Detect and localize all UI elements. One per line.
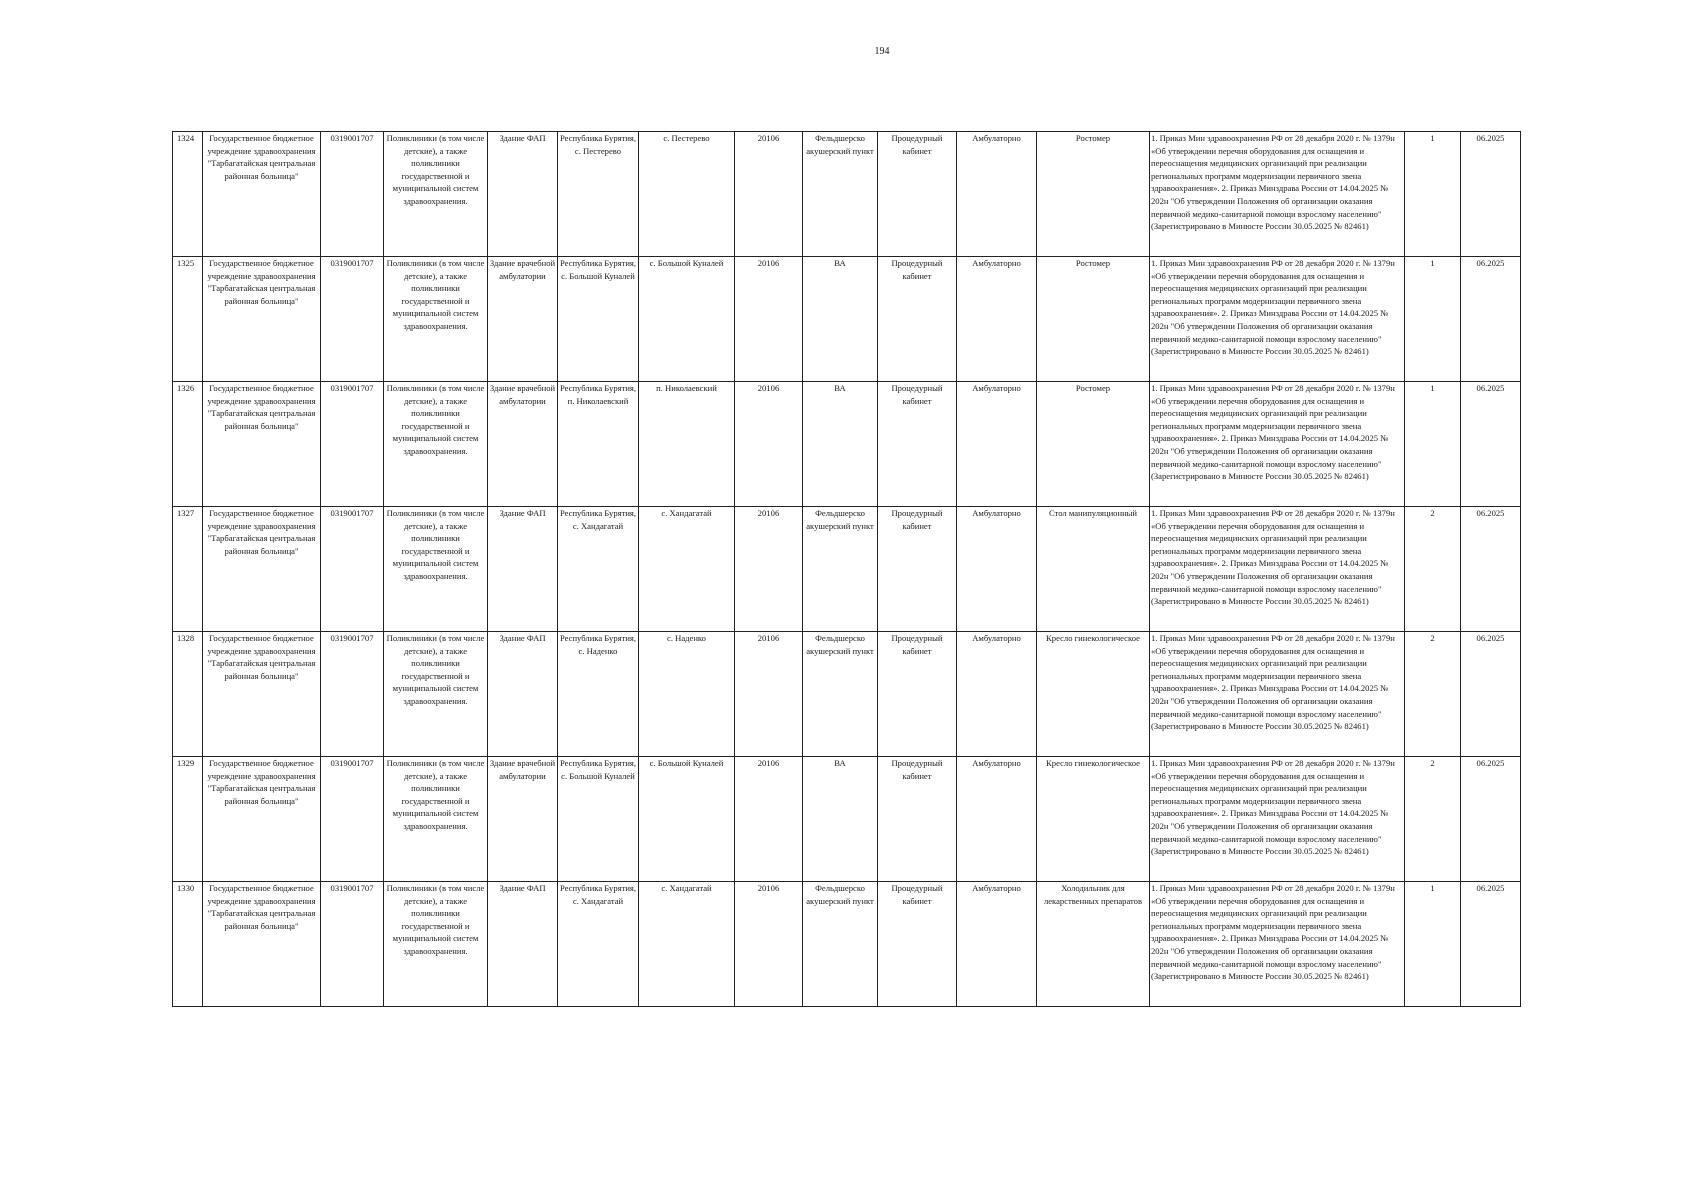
date: 06.2025 bbox=[1461, 882, 1521, 1007]
date: 06.2025 bbox=[1461, 257, 1521, 382]
unit: ВА bbox=[803, 257, 878, 382]
date: 06.2025 bbox=[1461, 132, 1521, 257]
room: Процедурный кабинет bbox=[878, 507, 957, 632]
code-number: 20106 bbox=[735, 382, 803, 507]
care-type: Амбулаторно bbox=[957, 382, 1037, 507]
organization-code: 0319001707 bbox=[321, 132, 384, 257]
code-number: 20106 bbox=[735, 132, 803, 257]
care-type: Амбулаторно bbox=[957, 132, 1037, 257]
unit: Фельдшерско акушерский пункт bbox=[803, 632, 878, 757]
legal-basis: 1. Приказ Мин здравоохранения РФ от 28 декабря 2020 г. № 1379н «Об утверждении перечня оборудования для оснащения и переоснащения медицинских организаций при реализации региональных программ модернизации первичного звена здравоохранения». 2. Приказ Минздрава России от 14.04.2025 № 202н "Об утверждении Положения об организации оказания первичной медико-санитарной помощи взрослому населению" (Зарегистрировано в Минюсте России 30.05.2025 № 82461) bbox=[1150, 382, 1405, 507]
equipment: Холодильник для лекарственных препаратов bbox=[1037, 882, 1150, 1007]
quantity: 1 bbox=[1405, 382, 1461, 507]
address: Республика Бурятия, с. Хандагатай bbox=[558, 507, 639, 632]
code-number: 20106 bbox=[735, 257, 803, 382]
row-number: 1329 bbox=[173, 757, 203, 882]
code-number: 20106 bbox=[735, 757, 803, 882]
equipment: Ростомер bbox=[1037, 257, 1150, 382]
table-row bbox=[173, 382, 1521, 507]
settlement: п. Николаевский bbox=[639, 382, 735, 507]
quantity: 1 bbox=[1405, 882, 1461, 1007]
table-row bbox=[173, 257, 1521, 382]
table-row bbox=[173, 507, 1521, 632]
care-type: Амбулаторно bbox=[957, 257, 1037, 382]
organization-code: 0319001707 bbox=[321, 257, 384, 382]
address: Республика Бурятия, п. Николаевский bbox=[558, 382, 639, 507]
table-body bbox=[173, 132, 1521, 1007]
settlement: с. Большой Куналей bbox=[639, 257, 735, 382]
settlement: с. Хандагатай bbox=[639, 507, 735, 632]
care-type: Амбулаторно bbox=[957, 632, 1037, 757]
building: Здание врачебной амбулатории bbox=[488, 757, 558, 882]
facility-type: Поликлиники (в том числе детские), а также поликлиники государственной и муниципальной систем здравоохранения. bbox=[384, 132, 488, 257]
date: 06.2025 bbox=[1461, 632, 1521, 757]
legal-basis: 1. Приказ Мин здравоохранения РФ от 28 декабря 2020 г. № 1379н «Об утверждении перечня оборудования для оснащения и переоснащения медицинских организаций при реализации региональных программ модернизации первичного звена здравоохранения». 2. Приказ Минздрава России от 14.04.2025 № 202н "Об утверждении Положения об организации оказания первичной медико-санитарной помощи взрослому населению" (Зарегистрировано в Минюсте России 30.05.2025 № 82461) bbox=[1150, 757, 1405, 882]
address: Республика Бурятия, с. Пестерево bbox=[558, 132, 639, 257]
equipment: Кресло гинекологическое bbox=[1037, 757, 1150, 882]
equipment-table bbox=[172, 131, 1521, 1007]
address: Республика Бурятия, с. Большой Куналей bbox=[558, 757, 639, 882]
equipment: Ростомер bbox=[1037, 382, 1150, 507]
date: 06.2025 bbox=[1461, 382, 1521, 507]
organization-code: 0319001707 bbox=[321, 882, 384, 1007]
settlement: с. Хандагатай bbox=[639, 882, 735, 1007]
care-type: Амбулаторно bbox=[957, 757, 1037, 882]
table-row bbox=[173, 632, 1521, 757]
building: Здание ФАП bbox=[488, 882, 558, 1007]
organization-code: 0319001707 bbox=[321, 382, 384, 507]
unit: Фельдшерско акушерский пункт bbox=[803, 882, 878, 1007]
code-number: 20106 bbox=[735, 507, 803, 632]
building: Здание ФАП bbox=[488, 507, 558, 632]
organization-name: Государственное бюджетное учреждение здравоохранения "Тарбагатайская центральная районная больница" bbox=[203, 507, 321, 632]
organization-name: Государственное бюджетное учреждение здравоохранения "Тарбагатайская центральная районная больница" bbox=[203, 382, 321, 507]
address: Республика Бурятия, с. Наденко bbox=[558, 632, 639, 757]
facility-type: Поликлиники (в том числе детские), а также поликлиники государственной и муниципальной систем здравоохранения. bbox=[384, 257, 488, 382]
equipment: Ростомер bbox=[1037, 132, 1150, 257]
unit: ВА bbox=[803, 382, 878, 507]
unit: Фельдшерско акушерский пункт bbox=[803, 132, 878, 257]
facility-type: Поликлиники (в том числе детские), а также поликлиники государственной и муниципальной систем здравоохранения. bbox=[384, 632, 488, 757]
quantity: 2 bbox=[1405, 632, 1461, 757]
row-number: 1328 bbox=[173, 632, 203, 757]
legal-basis: 1. Приказ Мин здравоохранения РФ от 28 декабря 2020 г. № 1379н «Об утверждении перечня оборудования для оснащения и переоснащения медицинских организаций при реализации региональных программ модернизации первичного звена здравоохранения». 2. Приказ Минздрава России от 14.04.2025 № 202н "Об утверждении Положения об организации оказания первичной медико-санитарной помощи взрослому населению" (Зарегистрировано в Минюсте России 30.05.2025 № 82461) bbox=[1150, 257, 1405, 382]
table-row bbox=[173, 132, 1521, 257]
unit: Фельдшерско акушерский пункт bbox=[803, 507, 878, 632]
code-number: 20106 bbox=[735, 632, 803, 757]
organization-name: Государственное бюджетное учреждение здравоохранения "Тарбагатайская центральная районная больница" bbox=[203, 632, 321, 757]
equipment: Стол манипуляционный bbox=[1037, 507, 1150, 632]
facility-type: Поликлиники (в том числе детские), а также поликлиники государственной и муниципальной систем здравоохранения. bbox=[384, 382, 488, 507]
building: Здание врачебной амбулатории bbox=[488, 382, 558, 507]
quantity: 2 bbox=[1405, 757, 1461, 882]
page-number: 194 bbox=[874, 46, 890, 57]
row-number: 1326 bbox=[173, 382, 203, 507]
equipment: Кресло гинекологическое bbox=[1037, 632, 1150, 757]
row-number: 1330 bbox=[173, 882, 203, 1007]
settlement: с. Наденко bbox=[639, 632, 735, 757]
legal-basis: 1. Приказ Мин здравоохранения РФ от 28 декабря 2020 г. № 1379н «Об утверждении перечня оборудования для оснащения и переоснащения медицинских организаций при реализации региональных программ модернизации первичного звена здравоохранения». 2. Приказ Минздрава России от 14.04.2025 № 202н "Об утверждении Положения об организации оказания первичной медико-санитарной помощи взрослому населению" (Зарегистрировано в Минюсте России 30.05.2025 № 82461) bbox=[1150, 132, 1405, 257]
room: Процедурный кабинет bbox=[878, 882, 957, 1007]
care-type: Амбулаторно bbox=[957, 507, 1037, 632]
settlement: с. Пестерево bbox=[639, 132, 735, 257]
organization-code: 0319001707 bbox=[321, 507, 384, 632]
facility-type: Поликлиники (в том числе детские), а также поликлиники государственной и муниципальной систем здравоохранения. bbox=[384, 507, 488, 632]
room: Процедурный кабинет bbox=[878, 632, 957, 757]
room: Процедурный кабинет bbox=[878, 132, 957, 257]
organization-name: Государственное бюджетное учреждение здравоохранения "Тарбагатайская центральная районная больница" bbox=[203, 882, 321, 1007]
building: Здание врачебной амбулатории bbox=[488, 257, 558, 382]
legal-basis: 1. Приказ Мин здравоохранения РФ от 28 декабря 2020 г. № 1379н «Об утверждении перечня оборудования для оснащения и переоснащения медицинских организаций при реализации региональных программ модернизации первичного звена здравоохранения». 2. Приказ Минздрава России от 14.04.2025 № 202н "Об утверждении Положения об организации оказания первичной медико-санитарной помощи взрослому населению" (Зарегистрировано в Минюсте России 30.05.2025 № 82461) bbox=[1150, 632, 1405, 757]
legal-basis: 1. Приказ Мин здравоохранения РФ от 28 декабря 2020 г. № 1379н «Об утверждении перечня оборудования для оснащения и переоснащения медицинских организаций при реализации региональных программ модернизации первичного звена здравоохранения». 2. Приказ Минздрава России от 14.04.2025 № 202н "Об утверждении Положения об организации оказания первичной медико-санитарной помощи взрослому населению" (Зарегистрировано в Минюсте России 30.05.2025 № 82461) bbox=[1150, 882, 1405, 1007]
settlement: с. Большой Куналей bbox=[639, 757, 735, 882]
care-type: Амбулаторно bbox=[957, 882, 1037, 1007]
organization-code: 0319001707 bbox=[321, 632, 384, 757]
organization-name: Государственное бюджетное учреждение здравоохранения "Тарбагатайская центральная районная больница" bbox=[203, 257, 321, 382]
row-number: 1327 bbox=[173, 507, 203, 632]
facility-type: Поликлиники (в том числе детские), а также поликлиники государственной и муниципальной систем здравоохранения. bbox=[384, 757, 488, 882]
unit: ВА bbox=[803, 757, 878, 882]
address: Республика Бурятия, с. Хандагатай bbox=[558, 882, 639, 1007]
address: Республика Бурятия, с. Большой Куналей bbox=[558, 257, 639, 382]
code-number: 20106 bbox=[735, 882, 803, 1007]
legal-basis: 1. Приказ Мин здравоохранения РФ от 28 декабря 2020 г. № 1379н «Об утверждении перечня оборудования для оснащения и переоснащения медицинских организаций при реализации региональных программ модернизации первичного звена здравоохранения». 2. Приказ Минздрава России от 14.04.2025 № 202н "Об утверждении Положения об организации оказания первичной медико-санитарной помощи взрослому населению" (Зарегистрировано в Минюсте России 30.05.2025 № 82461) bbox=[1150, 507, 1405, 632]
room: Процедурный кабинет bbox=[878, 257, 957, 382]
organization-name: Государственное бюджетное учреждение здравоохранения "Тарбагатайская центральная районная больница" bbox=[203, 757, 321, 882]
table-row bbox=[173, 757, 1521, 882]
building: Здание ФАП bbox=[488, 632, 558, 757]
building: Здание ФАП bbox=[488, 132, 558, 257]
room: Процедурный кабинет bbox=[878, 382, 957, 507]
row-number: 1324 bbox=[173, 132, 203, 257]
organization-code: 0319001707 bbox=[321, 757, 384, 882]
quantity: 1 bbox=[1405, 257, 1461, 382]
facility-type: Поликлиники (в том числе детские), а также поликлиники государственной и муниципальной систем здравоохранения. bbox=[384, 882, 488, 1007]
date: 06.2025 bbox=[1461, 507, 1521, 632]
quantity: 1 bbox=[1405, 132, 1461, 257]
row-number: 1325 bbox=[173, 257, 203, 382]
date: 06.2025 bbox=[1461, 757, 1521, 882]
table-row bbox=[173, 882, 1521, 1007]
room: Процедурный кабинет bbox=[878, 757, 957, 882]
quantity: 2 bbox=[1405, 507, 1461, 632]
organization-name: Государственное бюджетное учреждение здравоохранения "Тарбагатайская центральная районная больница" bbox=[203, 132, 321, 257]
